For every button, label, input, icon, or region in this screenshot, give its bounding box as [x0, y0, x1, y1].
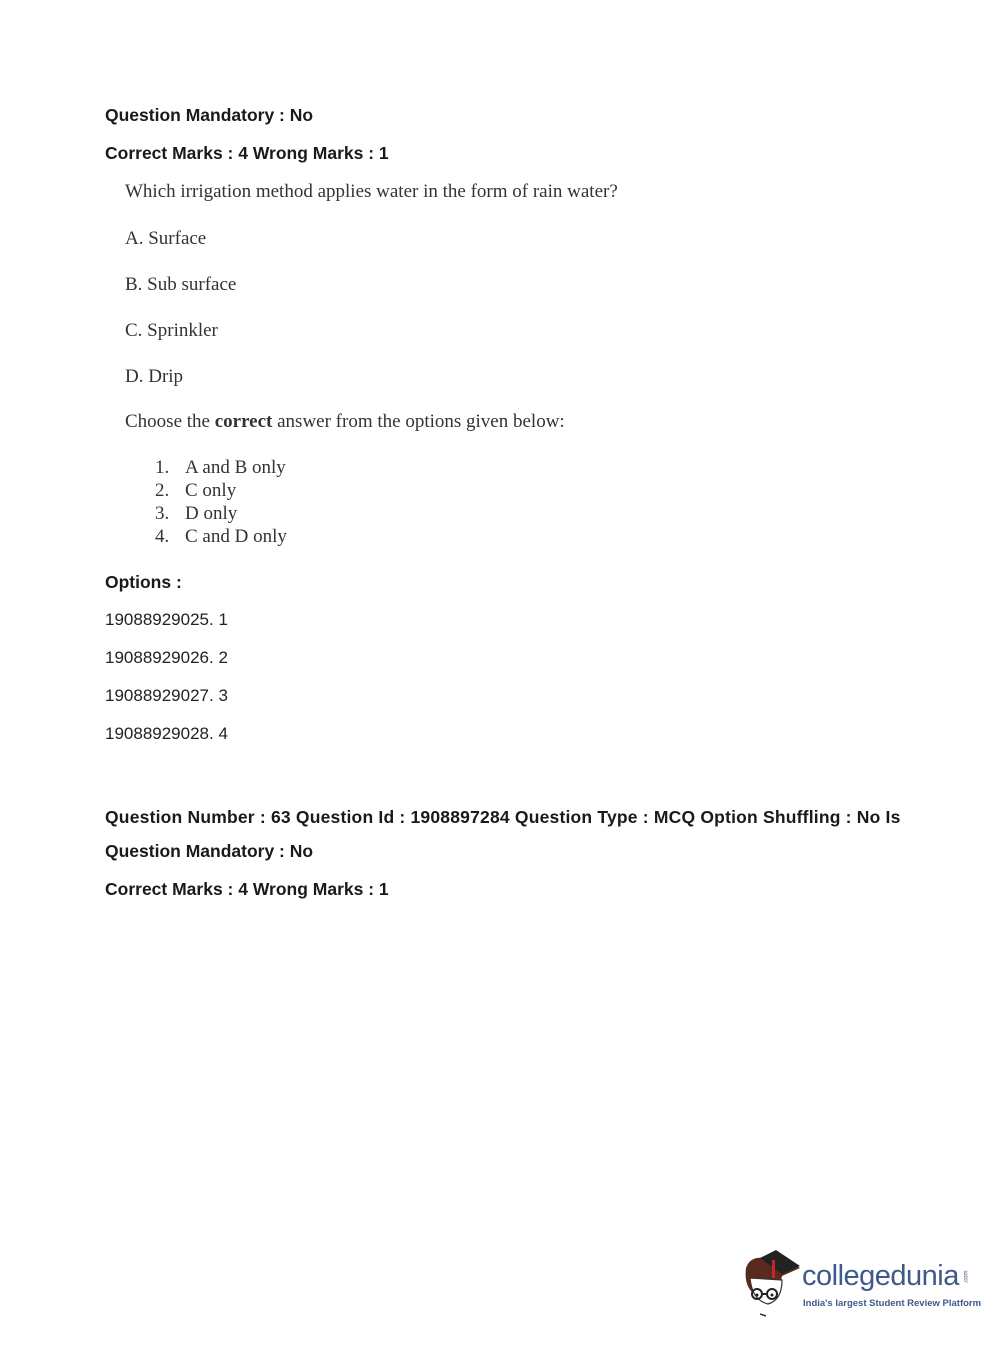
logo-com: .com [963, 1270, 970, 1284]
mascot-icon [742, 1248, 802, 1320]
list-number: 3. [155, 503, 170, 524]
logo-brand: collegedunia [802, 1260, 959, 1292]
option-item: 19088929026. 2 [105, 648, 228, 667]
answer-list-item [155, 504, 237, 524]
list-text: A and B only [185, 457, 286, 478]
logo-tagline: India's largest Student Review Platform [803, 1298, 982, 1309]
choose-prefix: Choose the [125, 411, 215, 432]
question-marks: Correct Marks : 4 Wrong Marks : 1 [105, 143, 389, 163]
options-label: Options : [105, 572, 182, 592]
list-number: 2. [155, 480, 170, 501]
option-item: 19088929028. 4 [105, 724, 228, 743]
option-item: 19088929025. 1 [105, 610, 228, 629]
answer-list-item [155, 458, 286, 478]
list-text: C only [185, 480, 237, 501]
list-number: 1. [155, 457, 170, 478]
statement-a: A. Surface [125, 228, 207, 249]
choose-bold: correct [214, 411, 273, 432]
question-text: Which irrigation method applies water in the form of rain water? [125, 181, 618, 202]
choose-instruction [125, 412, 565, 432]
question-header: Question Number : 63 Question Id : 1908897284 Question Type : MCQ Option Shuffling : No Is [105, 807, 901, 827]
statement-b: B. Sub surface [125, 274, 237, 295]
list-text: C and D only [185, 526, 287, 547]
list-text: D only [185, 503, 238, 524]
answer-list-item [155, 481, 236, 501]
question-mandatory: Question Mandatory : No [105, 105, 314, 125]
question-marks: Correct Marks : 4 Wrong Marks : 1 [105, 879, 389, 899]
statement-c: C. Sprinkler [125, 320, 218, 341]
list-number: 4. [155, 526, 170, 547]
question-mandatory: Question Mandatory : No [105, 841, 314, 861]
answer-list-item [155, 527, 287, 547]
collegedunia-logo [742, 1248, 982, 1320]
statement-d: D. Drip [125, 366, 184, 387]
choose-suffix: answer from the options given below: [272, 411, 565, 432]
option-item: 19088929027. 3 [105, 686, 228, 705]
